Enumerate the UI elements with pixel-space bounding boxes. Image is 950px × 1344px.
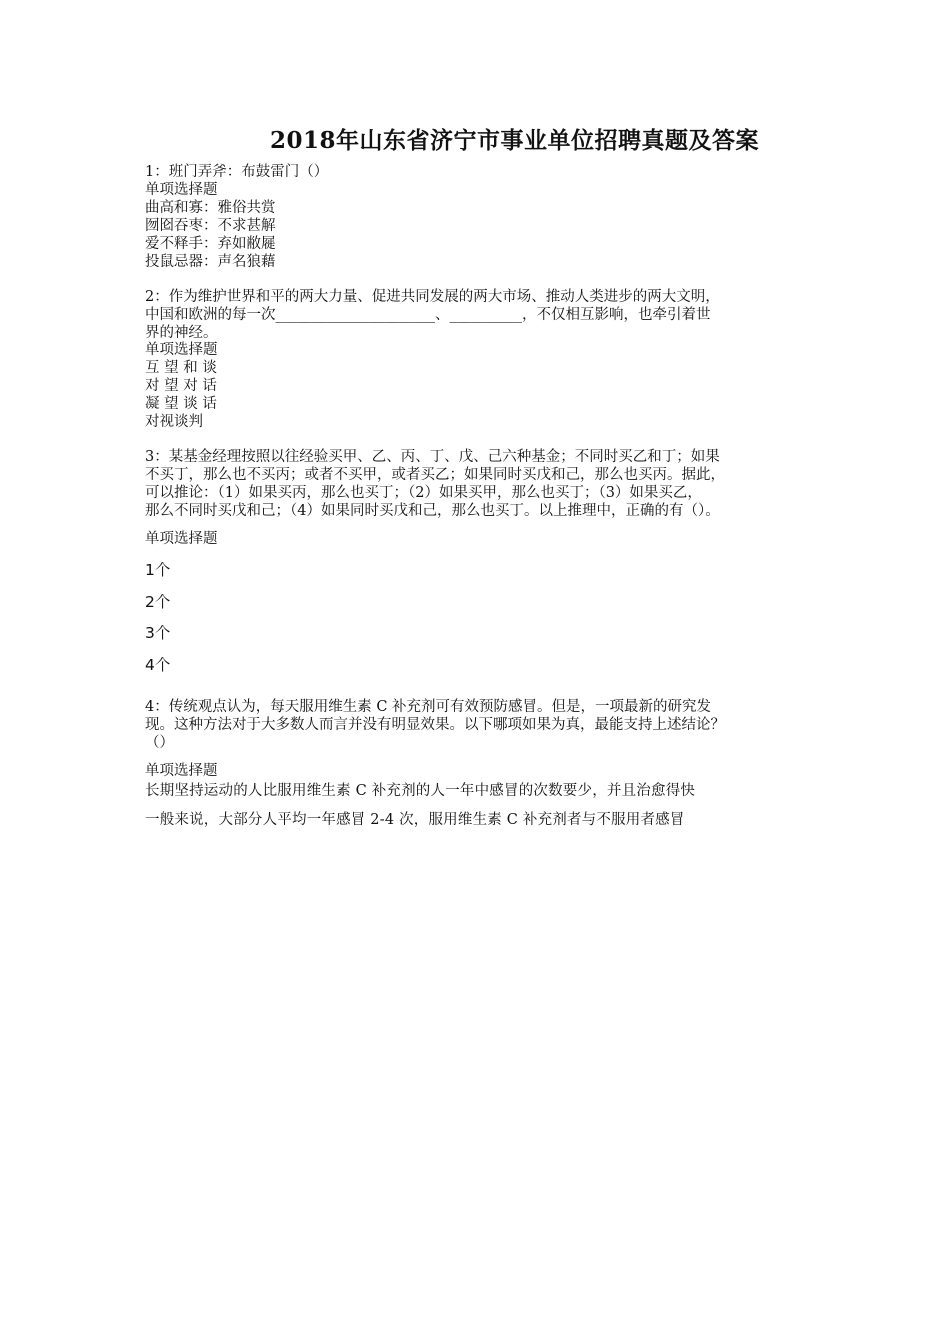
q1-type: 单项选择题: [145, 182, 218, 198]
q1-option-b: 囫囵吞枣：不求甚解: [145, 218, 276, 234]
q2-stem-line-2: 中国和欧洲的每一次______________________、__________，不仅相互影响，也牵引着世: [145, 307, 711, 323]
q2-option-c: 凝 望 谈 话: [145, 396, 217, 412]
q2-option-a: 互 望 和 谈: [145, 360, 217, 376]
q3-stem-line-3: 可以推论：（1）如果买丙，那么也买丁；（2）如果买甲，那么也买丁；（3）如果买乙，: [145, 485, 702, 501]
q2-option-d: 对视谈判: [145, 414, 203, 430]
q2-stem-line-3: 界的神经。: [145, 325, 218, 341]
q1-option-d: 投鼠忌器：声名狼藉: [145, 254, 276, 270]
q3-stem-line-2: 不买丁，那么也不买丙；或者不买甲，或者买乙；如果同时买戊和己，那么也买丙。据此，: [145, 467, 725, 483]
q4-stem-line-3: （）: [145, 735, 174, 751]
q3-stem-line-4: 那么不同时买戊和己；（4）如果同时买戊和己，那么也买丁。以上推理中，正确的有（）。: [145, 503, 720, 519]
q4-stem-line-2: 现。这种方法对于大多数人而言并没有明显效果。以下哪项如果为真，最能支持上述结论？: [145, 717, 725, 733]
q4-type: 单项选择题: [145, 763, 218, 779]
q4-stem-line-1: 4：传统观点认为，每天服用维生素 C 补充剂可有效预防感冒。但是，一项最新的研究发: [145, 699, 712, 715]
q1-stem: 1：班门弄斧：布鼓雷门（）: [145, 164, 329, 180]
q1-option-a: 曲高和寡：雅俗共赏: [145, 200, 276, 216]
q3-option-b: 2个: [145, 593, 171, 611]
q1-option-c: 爱不释手：弃如敝屣: [145, 236, 276, 252]
q2-stem-line-1: 2：作为维护世界和平的两大力量、促进共同发展的两大市场、推动人类进步的两大文明，: [145, 289, 720, 305]
q2-option-b: 对 望 对 话: [145, 378, 217, 394]
q3-option-c: 3个: [145, 624, 171, 642]
page-title: 2018年山东省济宁市事业单位招聘真题及答案: [270, 127, 760, 154]
q3-option-a: 1个: [145, 561, 171, 579]
q4-option-b: 一般来说，大部分人平均一年感冒 2-4 次，服用维生素 C 补充剂者与不服用者感冒: [145, 812, 685, 828]
q3-option-d: 4个: [145, 656, 171, 674]
q3-type: 单项选择题: [145, 531, 218, 547]
q4-option-a: 长期坚持运动的人比服用维生素 C 补充剂的人一年中感冒的次数要少，并且治愈得快: [145, 783, 696, 799]
q2-type: 单项选择题: [145, 342, 218, 358]
q3-stem-line-1: 3：某基金经理按照以往经验买甲、乙、丙、丁、戊、己六种基金；不同时买乙和丁；如果: [145, 449, 720, 465]
